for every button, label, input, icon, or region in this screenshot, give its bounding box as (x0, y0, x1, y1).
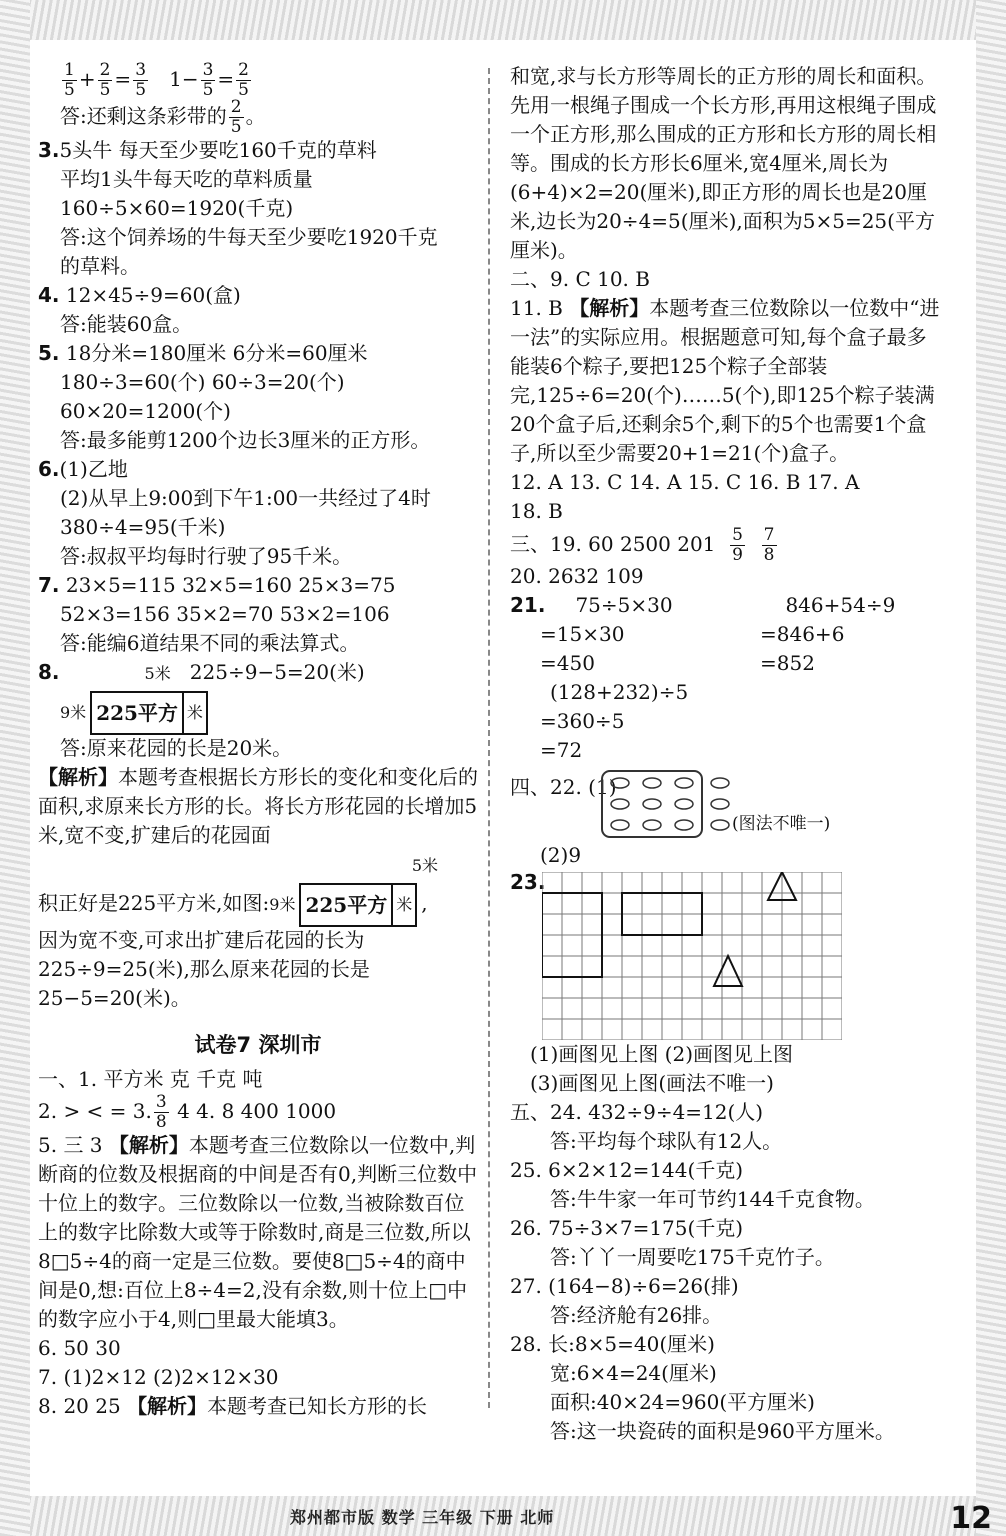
q4-answer: 答:能装60盒。 (60, 312, 193, 336)
analysis-text: 积正好是225平方米,如图: (38, 891, 270, 915)
figure-unit: 米 (186, 702, 203, 722)
q25-calc: 25. 6×2×12=144(千克) (510, 1158, 744, 1182)
q7-line (38, 571, 478, 600)
analysis-continued: 和宽,求与长方形等周长的正方形的周长和面积。先用一根绳子围成一个长方形,再用这根绳子围成一个正方形,那么围成的正方形和长方形的周长相等。围成的长方形长6厘米,宽4厘米,周长为(6+4)×2=20(厘米),即正方形的周长也是20厘米,边长为20÷4=5(厘米),面积为5×5=25(平方厘米)。 (510, 64, 937, 262)
part1-answers-2 (38, 1094, 478, 1131)
q23-note: (3)画图见上图(画法不唯一) (530, 1071, 774, 1095)
figure-unit: 米 (396, 894, 413, 914)
figure-top-label-row (38, 850, 478, 880)
denominator: 9 (732, 545, 743, 565)
q8-figure (38, 688, 478, 734)
q3-answer: 的草料。 (60, 254, 140, 278)
calc-step: =15×30 (540, 622, 625, 646)
drawing-grid (542, 872, 842, 1040)
punctuation: , (421, 891, 428, 915)
answer-text: 11. B (510, 296, 563, 320)
choice-answers: 18. B (510, 499, 563, 523)
q3-line (38, 136, 478, 165)
analysis-tag: 【解析】 (127, 1394, 208, 1418)
question-number: 21. (510, 593, 546, 617)
answer-text: 8. 20 25 (38, 1394, 121, 1418)
analysis-text: 本题考查三位数除以一位数中,判断商的位数及根据商的中间是否有0,判断三位数中十位上的数字。三位数除以一位数,当被除数百位上的数字比除数大或等于除数时,商是三位数,所以8□5÷4的商一定是三位数。要使8□5÷4的商中间是0,想:百位上8÷4=2,没有余数,则十位上□中的数字应小于4,则□里最大能填3。 (38, 1133, 478, 1331)
figure-side-label: 9米 (269, 895, 296, 914)
analysis-tag: 【解析】 (108, 1133, 189, 1157)
q11-explanation (510, 294, 940, 468)
denominator: 8 (763, 545, 775, 565)
q7-calc: 52×3=156 35×2=70 53×2=106 (60, 602, 390, 626)
decorative-border-right (976, 0, 1006, 1536)
analysis-text: 本题考查三位数除以一位数中“进一法”的实际应用。根据题意可知,每个盒子最多能装6个粽子,要把125个粽子全部装完,125÷6=20(个)……5(个),即125个粽子装满20个盒子后,还剩余5个,剩下的5个也需要1个盒子,所以至少需要20+1=21(个)盒子。 (510, 296, 940, 465)
q26-answer: 答:丫丫一周要吃175千克竹子。 (550, 1245, 835, 1269)
question-number: 8. (38, 660, 60, 684)
q8-line (38, 658, 478, 688)
q22-answer: (2)9 (540, 843, 582, 867)
numerator: 5 (732, 525, 743, 545)
operator: + (78, 67, 96, 91)
answer-page (30, 40, 976, 1496)
figure-side-label: 9米 (60, 703, 87, 722)
choice-answers: 12. A 13. C 14. A 15. C 16. B 17. A (510, 470, 860, 494)
q20-answer: 20. 2632 109 (510, 564, 644, 588)
q5-calc: 180÷3=60(个) 60÷3=20(个) (60, 370, 345, 394)
fraction (762, 527, 777, 564)
analysis-text: 本题考查已知长方形的长 (207, 1394, 428, 1418)
q4-line (38, 281, 478, 310)
answer-text: 5. 三 3 (38, 1133, 103, 1157)
q6-text: (2)从早上9:00到下午1:00一共经过了4时 (60, 486, 431, 510)
answer-text: 答:还剩这条彩带的 (60, 104, 227, 128)
q6-line (38, 455, 478, 484)
punctuation: 。 (245, 104, 266, 128)
q21-row1 (510, 591, 940, 620)
question-number: 23. (510, 870, 546, 894)
rectangle-figure (90, 691, 208, 735)
calc-step: 846+54÷9 (785, 593, 896, 617)
q3-text: 平均1头牛每天吃的草料质量 (60, 167, 313, 191)
q8-explanation (38, 763, 478, 850)
question-number: 5. (38, 341, 60, 365)
section-title: 试卷7 深圳市 (194, 1033, 322, 1057)
fraction (133, 62, 148, 99)
question-number: 3. (38, 138, 60, 162)
figure-top-label: 5米 (411, 856, 438, 875)
q21-row2 (510, 620, 940, 649)
q3-calc: 160÷5×60=1920(千克) (60, 196, 294, 220)
fraction-equation: $\frac{1}{5}$ + $\frac{2}{5}$ = $\frac{3}{5}$ 1− $\frac{3}{5}$ = $\frac{2}{5}$ (64, 60, 249, 100)
figure-area-label: 225平方 (92, 693, 184, 733)
q5-line (38, 339, 478, 368)
fraction (98, 62, 113, 99)
fraction (154, 1094, 169, 1131)
operand: 1− (169, 67, 199, 91)
q6-answer: 6. 50 30 (38, 1336, 121, 1360)
answer-text: 2. > < = 3. (38, 1099, 152, 1123)
denominator: 5 (64, 80, 75, 100)
denominator: 5 (238, 80, 249, 100)
q7-answer: 7. (1)2×12 (2)2×12×30 (38, 1365, 279, 1389)
question-number: 7. (38, 573, 60, 597)
numerator: 3 (135, 60, 147, 80)
q26-calc: 26. 75÷3×7=175(千克) (510, 1216, 744, 1240)
q25-answer: 答:牛牛家一年可节约144千克食物。 (550, 1187, 875, 1211)
fraction (229, 99, 244, 136)
fraction (201, 62, 216, 99)
operator: = (114, 67, 132, 91)
q6-text: (1)乙地 (59, 457, 128, 481)
q21-row3 (510, 649, 940, 678)
q3-answer: 答:这个饲养场的牛每天至少要吃1920千克 (60, 225, 438, 249)
q23-note: (1)画图见上图 (2)画图见上图 (530, 1042, 794, 1066)
q8-answer (38, 1392, 478, 1421)
rectangle-figure (299, 883, 417, 927)
q6-calc: 380÷4=95(千米) (60, 515, 226, 539)
figure-area-label: 225平方 (301, 885, 393, 925)
q8-calc: 225÷9−5=20(米) (189, 660, 365, 684)
analysis-tag: 【解析】 (38, 765, 118, 789)
q27-calc: 27. (164−8)÷6=26(排) (510, 1274, 739, 1298)
numerator: 7 (763, 525, 775, 545)
figure-top-label: 5米 (144, 664, 171, 683)
denominator: 5 (99, 80, 111, 100)
analysis-tag: 【解析】 (569, 296, 650, 320)
denominator: 5 (230, 117, 242, 137)
part1-answers: 一、1. 平方米 克 千克 吨 (38, 1067, 263, 1091)
numerator: 3 (155, 1092, 167, 1112)
q7-calc: 23×5=115 32×5=160 25×3=75 (65, 573, 396, 597)
q28-calc: 宽:6×4=24(厘米) (550, 1361, 717, 1385)
fraction (730, 527, 745, 564)
denominator: 5 (135, 80, 147, 100)
fraction (62, 62, 77, 99)
analysis-text: 本题考查根据长方形长的变化和变化后的面积,求原来长方形的长。将长方形花园的长增加5米,宽不变,扩建后的花园面 (38, 765, 478, 847)
q4-calc: 12×45÷9=60(盒) (65, 283, 241, 307)
part2-answers: 二、9. C 10. B (510, 267, 650, 291)
q5-calc: 60×20=1200(个) (60, 399, 231, 423)
answer-line (38, 99, 478, 136)
column-divider (488, 68, 490, 1408)
calc-step: (128+232)÷5 (550, 680, 689, 704)
q8-answer: 答:原来花园的长是20米。 (60, 736, 293, 760)
q28-answer: 答:这一块瓷砖的面积是960平方厘米。 (550, 1419, 895, 1443)
numerator: 2 (238, 60, 249, 80)
q3-text: 5头牛 每天至少要吃160千克的草料 (59, 138, 377, 162)
q5-answer: 答:最多能剪1200个边长3厘米的正方形。 (60, 428, 431, 452)
q23-grid-row (510, 870, 940, 1040)
q5-explanation (38, 1131, 478, 1334)
decorative-border-top (0, 0, 1006, 40)
calc-step: =852 (760, 651, 815, 675)
answer-text: 三、19. 60 2500 201 (510, 532, 716, 556)
answer-text: 4 4. 8 400 1000 (177, 1099, 337, 1123)
left-column (38, 62, 478, 1421)
page-number: 12 (950, 1501, 992, 1536)
question-number: 6. (38, 457, 60, 481)
decorative-border-left (0, 0, 30, 1536)
fraction (236, 62, 251, 99)
q24-calc: 五、24. 432÷9÷4=12(人) (510, 1100, 764, 1124)
q28-calc: 面积:40×24=960(平方厘米) (550, 1390, 815, 1414)
numerator: 1 (64, 60, 75, 80)
right-column (510, 62, 940, 1446)
q24-answer: 答:平均每个球队有12人。 (550, 1129, 783, 1153)
q6-answer: 答:叔叔平均每时行驶了95千米。 (60, 544, 353, 568)
footer-caption: 郑州都市版 数学 三年级 下册 北师 (290, 1508, 555, 1527)
denominator: 5 (202, 80, 214, 100)
q8-figure-2 (38, 880, 478, 926)
figure-note: (图法不唯一) (732, 814, 831, 834)
q28-calc: 28. 长:8×5=40(厘米) (510, 1332, 715, 1356)
q22-row (510, 769, 940, 841)
denominator: 8 (155, 1112, 167, 1132)
numerator: 3 (202, 60, 214, 80)
answer-text: 四、22. (1) (510, 775, 617, 799)
calc-step: 75÷5×30 (575, 593, 673, 617)
numerator: 2 (230, 97, 242, 117)
question-number: 4. (38, 283, 60, 307)
part3-answers (510, 525, 940, 565)
calc-step: =846+6 (760, 622, 845, 646)
q7-answer: 答:能编6道结果不同的乘法算式。 (60, 631, 360, 655)
q5-calc: 18分米=180厘米 6分米=60厘米 (65, 341, 368, 365)
calc-step: =360÷5 (540, 709, 625, 733)
q27-answer: 答:经济舱有26排。 (550, 1303, 723, 1327)
analysis-text: 因为宽不变,可求出扩建后花园的长为225÷9=25(米),那么原来花园的长是25−5=20(米)。 (38, 928, 370, 1010)
calc-step: =72 (540, 738, 583, 762)
calc-step: =450 (540, 651, 595, 675)
numerator: 2 (99, 60, 111, 80)
